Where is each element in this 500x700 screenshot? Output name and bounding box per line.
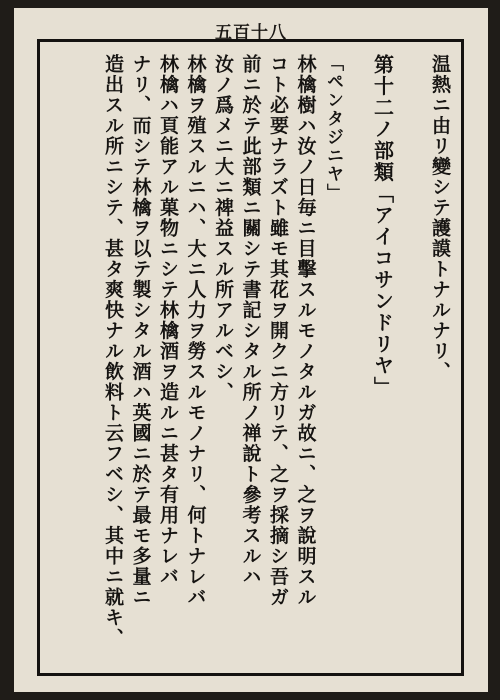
text-line: 前ニ於テ此部類ニ關シテ書記シタル所ノ禅說ト參考スルハ [239,54,262,587]
text-frame [37,39,464,676]
section-heading: 第十二ノ部類「アイコサンドリヤ」 [370,54,395,398]
vertical-text-body [48,54,453,663]
text-line: 汝ノ爲メニ大ニ禆益スル所アルベシ、 [212,54,234,403]
subsection-heading: 「ペンタジニヤ」 [323,54,343,202]
text-line: 林檎ヲ殖スルニハ、大ニ人力ヲ勞スルモノナリ、何トナレバ [184,54,207,608]
text-line: 林檎ハ頁能アル菓物ニシテ林檎酒ヲ造ルニ甚タ有用ナレバ [157,54,179,587]
page-number: 五百十八 [215,23,287,43]
text-line: ナリ、而シテ林檎ヲ以テ製シタル酒ハ英國ニ於テ最モ多量ニ [129,54,152,608]
text-line: 温熱ニ由リ變シテ護謨トナルナリ、 [429,54,451,382]
book-page [14,8,488,692]
text-line: 林檎樹ハ汝ノ日毎ニ目擊スルモノタルガ故ニ、之ヲ說明スル [294,54,317,608]
text-line: コト必要ナラズト雖モ其花ヲ開クニ方リテ、之ヲ採摘シ吾ガ [267,54,289,608]
text-line: 造出スル所ニシテ、甚タ爽快ナル飲料ト云フベシ、其中ニ就キ、 [102,54,124,649]
